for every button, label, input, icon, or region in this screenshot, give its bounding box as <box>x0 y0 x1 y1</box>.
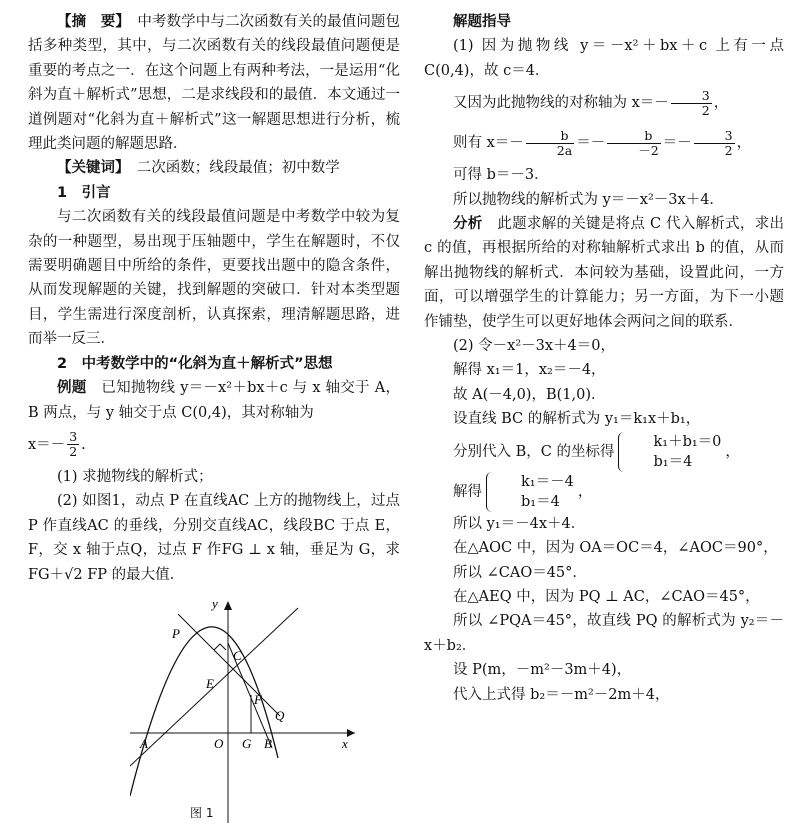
frac-den: 2 <box>724 142 733 158</box>
sys2-eq2: b₁＝4 <box>521 493 560 510</box>
frac-num: 3 <box>69 429 78 445</box>
label-f: F <box>254 692 262 707</box>
step-13: 代入上式得 b₂＝－m²－2m＋4， <box>453 686 670 703</box>
x-axis-arrow-icon <box>347 729 355 737</box>
sys1-eq1: k₁＋b₁＝0 <box>653 433 722 450</box>
step-7: 所以 y₁＝－4x＋4． <box>453 515 586 532</box>
keywords-label: 【关键词】 <box>57 160 123 177</box>
question-1: (1) 求抛物线的解析式； <box>57 468 213 485</box>
solution-line-2: 又因为此抛物线的对称轴为 x＝－ $\frac{3}{2}$ ， <box>453 87 729 118</box>
l3-eq2: ＝－ <box>662 135 692 152</box>
step-10: 在△AEQ 中，因为 PQ ⊥ AC，∠CAO＝45°， <box>453 588 760 605</box>
guide-title: 解题指导 <box>453 14 511 30</box>
figure-1-diagram <box>130 598 360 823</box>
solution-line-4: 可得 b＝－3． <box>453 167 549 184</box>
sys2-eq1: k₁＝－4 <box>521 473 574 490</box>
label-c: C <box>233 648 242 663</box>
frac-den: 2 <box>69 444 78 460</box>
label-b: B <box>264 736 272 751</box>
label-y: y <box>212 598 218 611</box>
section-1-title: 1 引言 <box>57 184 111 201</box>
analysis-text: 此题求解的关键是将点 C 代入解析式，求出 c 的值，再根据所给的对称轴解析式求出 b 的值，从而解出抛物线的解析式．本问较为基础，设置此问，一方面，可以增强学生的计算能力；另一方面，为下一小题作铺垫，使学生可以更好地体会两问之间的联系． <box>424 216 784 330</box>
example-problem <box>28 376 400 425</box>
left-column <box>28 10 400 587</box>
right-angle-mark <box>214 644 226 650</box>
frac-den: －2 <box>638 142 659 158</box>
step-6: 解得 k₁＝－4 b₁＝4 ， <box>453 473 593 510</box>
analysis-label: 分析 <box>453 216 483 233</box>
label-x: x <box>342 736 348 751</box>
figure-caption: 图 1 <box>190 806 214 820</box>
step-9: 所以 ∠CAO＝45°． <box>453 564 587 581</box>
example-axis-eq: x＝－ $\frac{3}{2}$ . <box>28 429 86 460</box>
solution-line-5: 所以抛物线的解析式为 y＝－x²－3x＋4． <box>453 191 724 208</box>
fraction-b-2a <box>526 129 574 158</box>
keywords-text: 二次函数；线段最值；初中数学 <box>136 160 340 177</box>
step-5: 分别代入 B，C 的坐标得 k₁＋b₁＝0 b₁＝4 ， <box>453 433 740 470</box>
sys1-eq2: b₁＝4 <box>653 453 693 470</box>
label-p: P <box>172 626 180 641</box>
example-label: 例题 <box>57 380 87 397</box>
solution-line-3: 则有 x＝－ $\frac{b}{2a}$ ＝－ $\frac{b}{-2}$ ＝－ $\frac{3}{2}$ ， <box>453 127 752 158</box>
abstract <box>28 10 400 156</box>
abstract-label: 【摘 要】 <box>57 14 123 30</box>
line-pq <box>178 614 280 716</box>
fraction-3-2 <box>694 129 735 158</box>
s6-text: 解得 <box>453 483 482 500</box>
label-e: E <box>206 676 214 691</box>
solution-line-1: (1) 因为抛物线 y＝－x²＋bx＋c 上有一点 C(0,4)，故 c＝4． <box>424 38 784 79</box>
frac-den: 2 <box>701 102 710 118</box>
frac-num: 3 <box>694 129 735 144</box>
parabola-curve <box>130 627 278 796</box>
s5-text: 分别代入 B，C 的坐标得 <box>453 443 615 460</box>
y-axis-arrow-icon <box>224 601 232 610</box>
label-g: G <box>242 736 252 751</box>
step-4: 设直线 BC 的解析式为 y₁＝k₁x＋b₁， <box>453 411 701 428</box>
label-a: A <box>140 736 148 751</box>
step-11: 所以 ∠PQA＝45°，故直线 PQ 的解析式为 y₂＝－x＋b₂． <box>424 613 784 654</box>
fraction-b-neg2 <box>607 129 660 158</box>
right-column <box>424 10 784 707</box>
step-2: 解得 x₁＝1，x₂＝－4， <box>453 362 606 379</box>
frac-num: 3 <box>671 89 712 104</box>
frac-den: 2a <box>556 142 573 158</box>
step-1: (2) 令－x²－3x＋4＝0， <box>453 338 615 355</box>
example-text: 已知抛物线 y＝－x²＋bx＋c 与 x 轴交于 A，B 两点，与 y 轴交于点 C(0,4)，其对称轴为 <box>28 380 400 421</box>
l3-eq1: ＝－ <box>576 135 606 152</box>
label-o: O <box>214 736 224 751</box>
fraction-3-2 <box>67 430 79 459</box>
abstract-text: 中考数学中与二次函数有关的最值问题包括多种类型，其中，与二次函数有关的线段最值问题便是重要的考点之一．在这个问题上有两种考法，一是运用“化斜为直＋解析式”思想，二是求线段和的最值．本文通过一道例题对“化斜为直＋解析式”这一解题思想进行分析，梳理此类问题的解题思路． <box>28 14 401 153</box>
equation-system-2 <box>486 472 574 512</box>
question-2: (2) 如图1，动点 P 在直线AC 上方的抛物线上，过点 P 作直线AC 的垂线，分别交直线AC，线段BC 于点 E，F，交 x 轴于点Q，过点 F 作FG ⊥ x 轴，垂足为 G，求 FG＋√2 FP 的最大值． <box>28 493 400 583</box>
frac-num: b <box>607 129 660 144</box>
fraction-3-2 <box>671 89 712 118</box>
analysis <box>424 212 784 334</box>
label-q: Q <box>275 708 285 723</box>
axis-eq-prefix: x＝－ <box>28 436 66 453</box>
keywords <box>28 156 400 180</box>
section-1-text: 与二次函数有关的线段最值问题是中考数学中较为复杂的一种题型，易出现于压轴题中，学生在解题时，不仅需要明确题目中所给的条件，更要找出题中的隐含条件，从而发现解题的关键，找到解题的突破口．针对本类型题目，学生需进行深度剖析，认真探索，理清解题思路，进而举一反三． <box>28 209 400 348</box>
section-2-title: 2 中考数学中的“化斜为直＋解析式”思想 <box>57 355 333 372</box>
step-3: 故 A(－4,0)，B(1,0)． <box>453 386 606 403</box>
l2-text: 又因为此抛物线的对称轴为 x＝－ <box>453 95 669 112</box>
l3-prefix: 则有 x＝－ <box>453 135 524 152</box>
frac-num: b <box>526 129 574 144</box>
step-12: 设 P(m，－m²－3m＋4)， <box>453 662 632 679</box>
step-8: 在△AOC 中，因为 OA＝OC＝4，∠AOC＝90°， <box>453 540 778 557</box>
equation-system-1 <box>618 432 721 472</box>
